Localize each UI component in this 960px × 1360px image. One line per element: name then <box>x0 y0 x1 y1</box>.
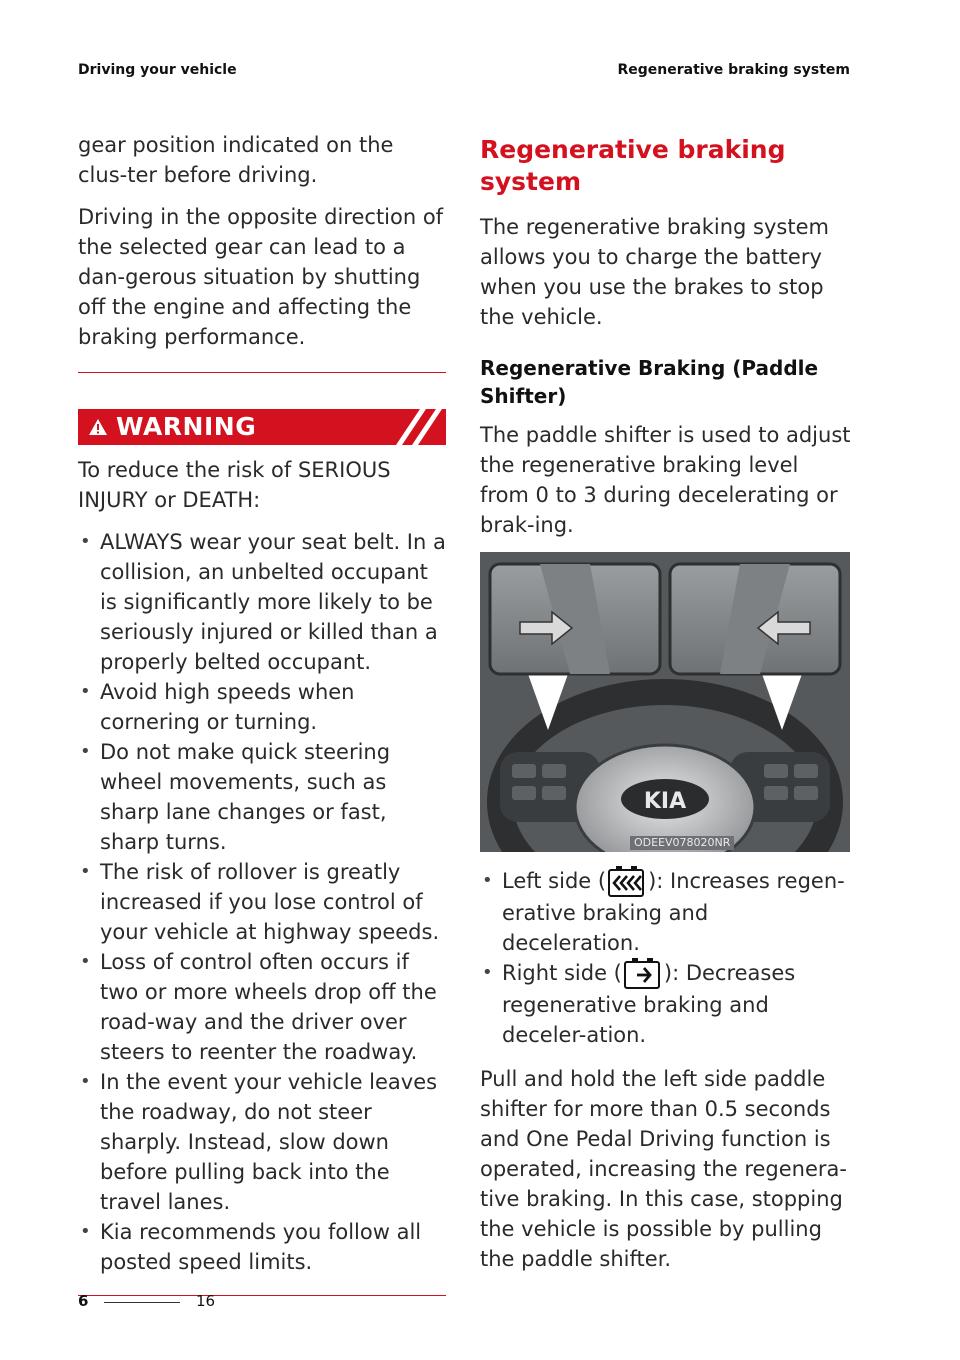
steering-wheel-figure <box>480 552 850 852</box>
warning-list <box>78 527 448 1277</box>
page-number: 16 <box>196 1292 216 1310</box>
left-side-label: Left side ( <box>502 869 607 893</box>
list-item: • Do not make quick steering wheel movements, such as sharp lane changes or fast, sharp turns. <box>78 737 448 857</box>
running-header-right: Regenerative braking system <box>617 62 850 78</box>
battery-left-arrows-icon <box>608 866 646 898</box>
list-item: • Avoid high speeds when cornering or turning. <box>78 677 448 737</box>
warning-end-divider <box>78 1295 446 1296</box>
section-title: Regenerative braking system <box>480 135 786 196</box>
warning-banner <box>78 409 446 445</box>
paddle-list <box>480 866 852 1050</box>
list-item: • In the event your vehicle leaves the roadway, do not steer sharply. Instead, slow down before pulling back into the travel lanes. <box>78 1067 448 1217</box>
subheading: Regenerative Braking (Paddle Shifter) <box>480 356 819 408</box>
right-side-label: Right side ( <box>502 961 622 985</box>
direction-paragraph: Driving in the opposite direction of the selected gear can lead to a dan-gerous situation by shutting off the engine and affecting the braking performance. <box>78 205 444 349</box>
list-item: • ALWAYS wear your seat belt. In a collision, an unbelted occupant is significantly more likely to be seriously injured or killed than a properly belted occupant. <box>78 527 448 677</box>
warning-intro: To reduce the risk of SERIOUS INJURY or DEATH: <box>78 458 391 512</box>
section-divider <box>78 372 446 373</box>
left-column <box>78 130 448 1296</box>
steering-wheel-illustration <box>480 552 850 852</box>
chapter-number: 6 <box>78 1292 89 1310</box>
left-side-description: ): Increases regen-erative braking and deceleration. <box>502 869 845 955</box>
one-pedal-paragraph: Pull and hold the left side paddle shifter for more than 0.5 seconds and One Pedal Driving function is operated, increasing the regenera-tive braking. In this case, stopping the vehicle is possible by pulling the paddle shifter. <box>480 1067 847 1271</box>
running-header-left: Driving your vehicle <box>78 62 237 78</box>
continued-paragraph: gear position indicated on the clus-ter before driving. <box>78 133 394 187</box>
list-item <box>480 866 852 958</box>
warning-triangle-icon <box>88 418 108 436</box>
paddle-paragraph: The paddle shifter is used to adjust the regenerative braking level from 0 to 3 during decelerating or brak-ing. <box>480 423 851 537</box>
list-item: • Loss of control often occurs if two or more wheels drop off the road-way and the driver over steers to reenter the roadway. <box>78 947 448 1067</box>
list-item: • Kia recommends you follow all posted speed limits. <box>78 1217 448 1277</box>
list-item: • The risk of rollover is greatly increased if you lose control of your vehicle at highway speeds. <box>78 857 448 947</box>
intro-paragraph: The regenerative braking system allows you to charge the battery when you use the brakes to stop the vehicle. <box>480 215 829 329</box>
kia-logo: KIA <box>643 789 687 814</box>
warning-label: WARNING <box>116 412 257 441</box>
footer-divider <box>104 1302 180 1303</box>
right-column <box>480 130 852 1286</box>
image-code: ODEEV078020NR <box>630 836 734 850</box>
warning-slashes-icon <box>382 409 446 445</box>
battery-right-arrow-icon <box>624 958 662 990</box>
right-side-description: ): Decreases regenerative braking and deceler-ation. <box>502 961 796 1047</box>
list-item <box>480 958 852 1050</box>
